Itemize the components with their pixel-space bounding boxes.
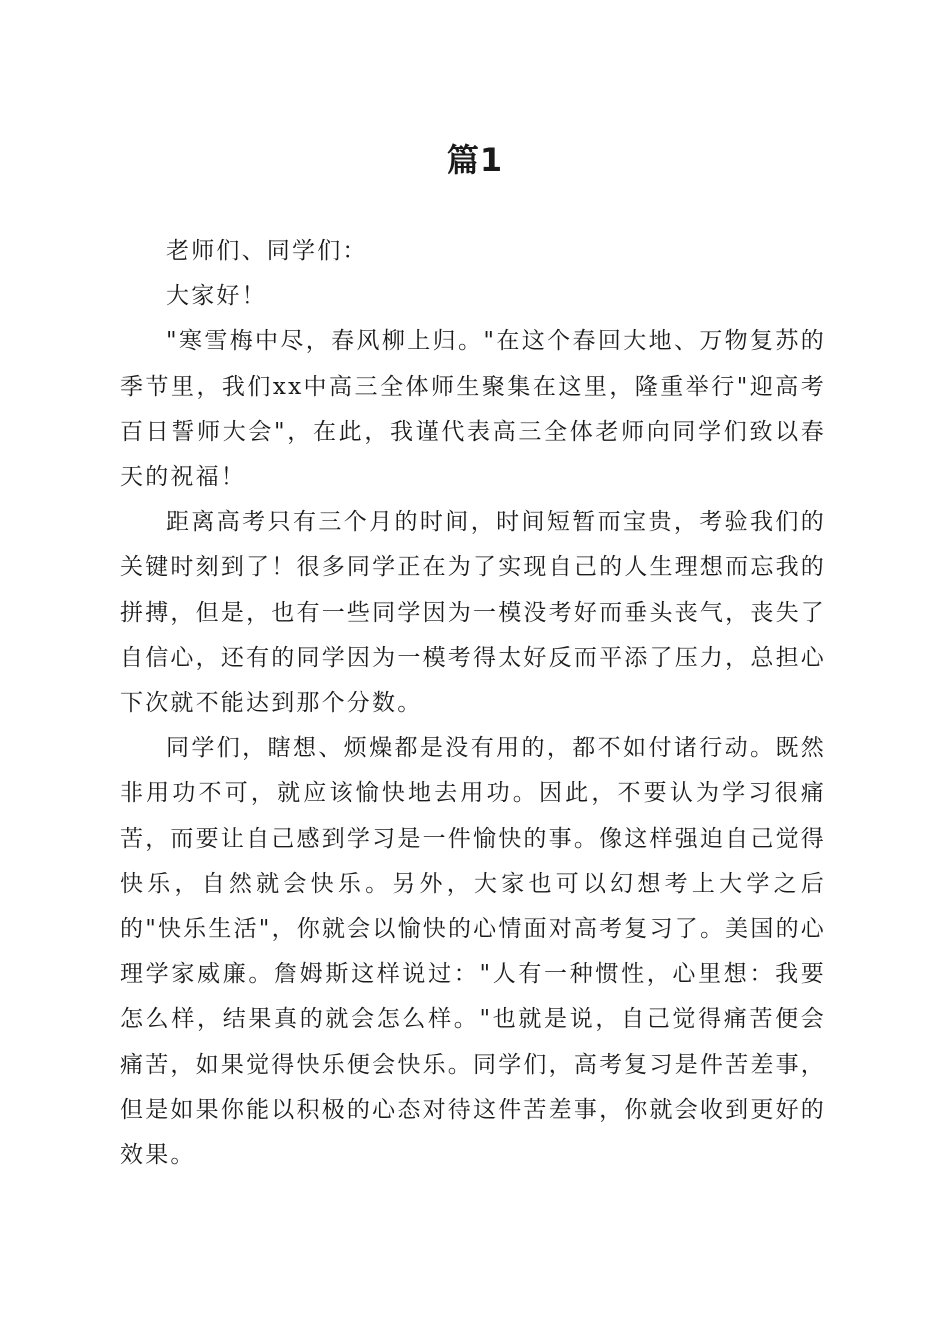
paragraph-greeting: 大家好！ [166, 283, 267, 310]
paragraph-salutation: 老师们、同学们： [166, 238, 368, 264]
paragraph-encouragement: 同学们，瞎想、烦燥都是没有用的，都不如付诸行动。既然非用功不可，就应该愉快地去用功。因此，不要认为学习很痛苦，而要让自己感到学习是一件愉快的事。像这样强迫自己觉得快乐，自然就会快乐。另外，大家也可以幻想考上大学之后的"快乐生活"，你就会以愉快的心情面对高考复习了。美国的心理学家威廉。詹姆斯这样说过："人有一种惯性，心里想：我要怎么样，结果真的就会怎么样。"也就是说，自己觉得痛苦便会痛苦，如果觉得快乐便会快乐。同学们，高考复习是件苦差事，但是如果你能以积极的心态对待这件苦差事，你就会收到更好的效果。 [120, 735, 826, 1169]
paragraph-exam-countdown: 距离高考只有三个月的时间，时间短暂而宝贵，考验我们的关键时刻到了！很多同学正在为了实现自己的人生理想而忘我的拼搏，但是，也有一些同学因为一模没考好而垂头丧气，丧失了自信心，还有的同学因为一模考得太好反而平添了压力，总担心下次就不能达到那个分数。 [120, 509, 826, 717]
document-body [120, 229, 826, 1178]
document-title: 篇1 [446, 141, 504, 179]
paragraph-opening: "寒雪梅中尽，春风柳上归。"在这个春回大地、万物复苏的季节里，我们xx中高三全体师生聚集在这里，隆重举行"迎高考百日誓师大会"，在此，我谨代表高三全体老师向同学们致以春天的祝福！ [120, 328, 826, 491]
